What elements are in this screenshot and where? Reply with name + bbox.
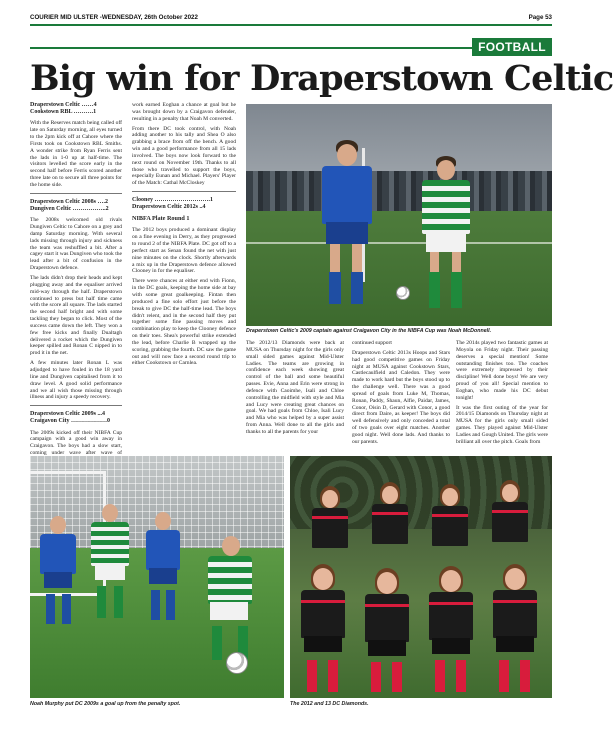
result-line: Draperstown Celtic 2012s ..4 bbox=[132, 204, 206, 211]
subheading: NIBFA Plate Round 1 bbox=[132, 214, 190, 222]
player-blue-left bbox=[38, 516, 78, 636]
result-line: Dungiven Celtic ……………..2 bbox=[30, 206, 109, 213]
team-player bbox=[430, 484, 470, 564]
team-player bbox=[370, 482, 410, 562]
paragraph: The 2009s kicked off their NIBFA Cup campaign with a good win away in Craigavon. The boys had a slow start, coming under wave after wave of bbox=[30, 429, 122, 457]
divider bbox=[30, 193, 122, 194]
article-column-2 bbox=[132, 102, 236, 445]
masthead-rule bbox=[30, 24, 552, 26]
team-player bbox=[490, 480, 530, 560]
paragraph: The 2012/13 Diamonds were back at MUSA on Thursday night for the girls only small sided games against Mid-Ulster Ladies. The teams are growing in confidence each week showing great control of the ball and some beautiful passes. Evie, Anna and Erin were strong in defence with Caoimhe, Isali and Chloe controlling the midfield with style and Mia and Lucy were creating great chances on goal. We had goals from Chloe, Isali Lucy and Mia who was helped by a super assist from Anna. Well done to all the girls and thanks to all the parents for your bbox=[246, 340, 344, 435]
result-line: Draperstown Celtic 2009s ...4 bbox=[30, 411, 105, 418]
article-column-1 bbox=[30, 102, 122, 497]
paragraph: Draperstown Celtic 2013s Hoops and Stars had good competitive games on Friday night at MUSA against Cookstown Stars, Castlecaulfield and Caledon. They were made to work hard but the boys stood up to the challenge well. There was a good spread of goals from Luke M, Thomas, Ronan, Paddy, Shaun, Alfie, Paidar, James, Conor, Oisin D, Gerard with Conor, a good direct from Daire, as keeper! The boys did well defensively and only conceded a total of two goals over eight matches. Another good night. Well done lads. And thanks to our parents. bbox=[352, 349, 450, 445]
caption-photo-2: Noah Murphy put DC 2009s a goal up from the penalty spot. bbox=[30, 701, 181, 707]
paragraph: The 2014s played two fantastic games at Moyola on Friday night. Their passing deserves a special mention! Some outstanding finishes too. The coaches were extremely impressed by their discipline! Well done boys! We are very proud of you all! Special mention to Eoghan, who made his DC debut tonight! bbox=[456, 340, 548, 401]
paragraph: continued support bbox=[352, 340, 392, 346]
section-label: FOOTBALL bbox=[472, 38, 552, 56]
result-line: Draperstown Celtic ……4 bbox=[30, 102, 97, 108]
divider bbox=[30, 405, 122, 406]
paragraph: It was the first outing of the year for 2014/15 Diamonds on Thursday night at MUSA for the girls only small sided games. They played against Mid-Ulster Ladies and Gough United. The girls were brilliant all over the pitch. Goals from bbox=[456, 404, 548, 445]
football bbox=[396, 286, 410, 300]
paragraph: A few minutes later Ronan L was adjudged to have fouled in the 18 yard line and Dungiven capitalised from it to draw level. A good solid performance and we all wish those missing through illness and injury a speedy recovery. bbox=[30, 360, 122, 401]
photo-penalty bbox=[30, 456, 284, 698]
article-column-3 bbox=[246, 340, 344, 452]
paragraph: From there DC took control, with Noah adding another to his tally and Shea O also grabbing a brace from off the bench. A good win and a good performance from all 15 lads involved. The boys now look forward to the next round on November 19th. Thanks to all those who travelled to support the boys, especially Eunan and Michael. Players' Player of the Match: Cathal McCloskey bbox=[132, 125, 236, 187]
player-blue-penalty bbox=[144, 512, 182, 632]
paragraph: The 2012 boys produced a dominant display on a fine evening in Derry, as they progressed to round 2 of the NIBFA Plate. DC got off to a perfect start as Senan found the net with just nine minutes on the clock. Shortly afterwards a mix up in the Draperstown defence allowed Clooney in for the equaliser. bbox=[132, 227, 236, 275]
photo-captain bbox=[246, 104, 552, 326]
player-green-hoops bbox=[416, 154, 476, 319]
paragraph: work earned Eoghan a chance at goal but he was brought down by a Craigavon defender, resulting in a penalty that Noah M converted. bbox=[132, 102, 236, 122]
team-player bbox=[362, 568, 412, 694]
section-rule bbox=[30, 47, 472, 49]
paragraph: The 2008s welcomed old rivals Dungiven Celtic to Cahore on a grey and damp Saturday morning. With several lads missing through injury and sickness the team was reshuffled a bit. After a cagey start it was Dungiven who took the lead after a bit of confusion in the Draperstown defence. bbox=[30, 217, 122, 272]
result-line: Clooney ……………………….1 bbox=[132, 197, 213, 204]
paragraph: The lads didn't drop their heads and kept plugging away and the equaliser arrived mid-way through the half. Draperstown continued to press but half time came with the score all square. The lads started the second half bright and with some tackling they began to click. Most of the success came down the left. They won a few free kicks and finally Dualtagh delivered a rocket which the Dungiven keeper spilled and Ronan C nipped in to prod it in the net. bbox=[30, 275, 122, 357]
headline: Big win for Draperstown Celtic bbox=[30, 58, 613, 99]
masthead-date: COURIER MID ULSTER -WEDNESDAY, 26th October 2022 bbox=[30, 13, 198, 21]
photo-diamonds bbox=[290, 456, 552, 698]
caption-photo-1: Draperstown Celtic's 2009 captain against Craigavon City in the NIBFA Cup was Noah McDonnell. bbox=[246, 328, 492, 334]
team-player bbox=[298, 564, 348, 694]
result-line: Cookstown RBL ……….1 bbox=[30, 109, 97, 116]
article-column-5 bbox=[456, 340, 548, 452]
team-player bbox=[426, 566, 476, 694]
paragraph: There were chances at either end with Fionn, in the DC goals, keeping the home side at bay with some great goalkeeping. Fintan then produced a fine solo effort just before the break to give DC the half-time lead. The boys didn't relent, and in the second half they put together some fine passing moves and combination play to keep the Clooney defence on their toes. Shea's powerful strike extended the lead, before Charlie B wrapped up the scoring, grabbing the fourth. DC saw the game out and will now face a second round trip to either Cookstown or Carnlea. bbox=[132, 278, 236, 367]
article-column-4 bbox=[352, 340, 450, 452]
divider bbox=[132, 191, 236, 192]
caption-photo-3: The 2012 and 13 DC Diamonds. bbox=[290, 701, 369, 707]
player-green-keeper bbox=[88, 504, 132, 634]
football bbox=[226, 652, 248, 674]
player-blue bbox=[316, 134, 376, 319]
result-line: Draperstown Celtic 2008s ….2 bbox=[30, 198, 108, 205]
team-player bbox=[490, 564, 540, 694]
result-line: Craigavon City ………………0 bbox=[30, 418, 110, 425]
team-player bbox=[310, 486, 350, 566]
page-number: Page 53 bbox=[528, 13, 552, 21]
paragraph: With the Reserves match being called off late on Saturday morning, all eyes turned to the 2pm kick off at Cahore where the Firsts took on Cookstown RBL Smiths. A wonder strike from Ryan Ferris sent the lads in 1-0 up at half-time. The visitors levelled the score early in the second half before Ferris scored another three late on to secure all three points for the home side. bbox=[30, 120, 122, 188]
masthead bbox=[30, 10, 552, 24]
